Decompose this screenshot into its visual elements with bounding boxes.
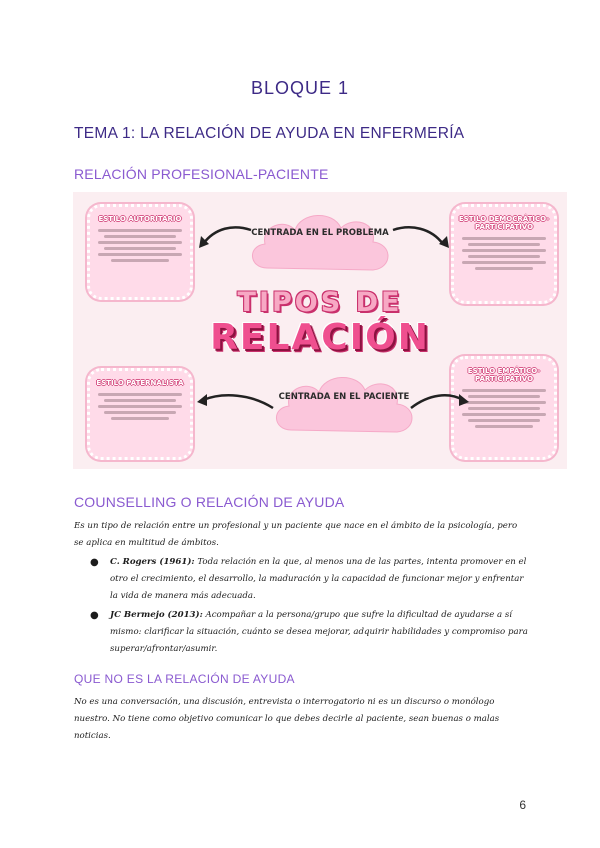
card-title: ESTILO DEMOCRÁTICO-PARTICIPATIVO [458,215,550,231]
section-heading-relacion: RELACIÓN PROFESIONAL-PACIENTE [74,166,329,182]
section-heading-que-no: QUE NO ES LA RELACIÓN DE AYUDA [74,672,295,686]
bullet-icon: ● [90,557,99,568]
card-estilo-paternalista [87,368,193,460]
bullet-icon: ● [90,610,99,621]
list-item [88,554,528,605]
cloud-centrada-paciente [269,368,419,448]
card-body-lines [98,393,182,420]
card-body-lines [462,237,546,270]
card-estilo-autoritario [87,204,193,300]
cloud-label: CENTRADA EN EL PROBLEMA [251,228,389,238]
card-title: ESTILO AUTORITARIO [98,215,182,223]
card-title: ESTILO PATERNALISTA [96,379,184,387]
bullet-text: Acompañar a la persona/grupo que sufre la dificultad de ayudarse a sí mismo: clarificar la situación, cuánto se desea mejorar, adquirir habilidades y compromiso para superar/afrontar/asumir. [110,610,528,654]
page-title: BLOQUE 1 [250,78,350,98]
list-item [88,607,528,658]
arrow-right-icon [409,388,471,414]
card-body-lines [98,229,182,262]
topic-heading: TEMA 1: LA RELACIÓN DE AYUDA EN ENFERMERÍA [74,125,465,142]
cloud-centrada-problema [245,206,395,286]
counselling-intro: Es un tipo de relación entre un profesional y un paciente que nace en el ámbito de la psicología, pero se aplica en multitud de ámbitos. [74,521,518,548]
counselling-bullet-list [88,554,528,660]
arrow-right-icon [391,222,451,252]
card-body-lines [462,389,546,428]
bullet-author: C. Rogers (1961): [110,557,195,567]
page-number: 6 [519,798,526,812]
infographic-tipos-relacion [73,192,567,469]
cloud-label: CENTRADA EN EL PACIENTE [278,392,410,402]
infographic-title-top: TIPOS DE [237,287,403,318]
cloud-shape-icon [245,206,395,286]
card-title: ESTILO EMPÁTICO-PARTICIPATIVO [467,367,541,383]
que-no-paragraph: No es una conversación, una discusión, entrevista o interrogatorio ni es un discurso o monólogo nuestro. No tiene como objetivo comunicar lo que debes decirle al paciente, sean buenas o malas noticias. [74,697,500,741]
arrow-left-icon [197,222,253,252]
infographic-title-bottom: RELACIÓN [210,317,430,358]
bullet-text: Toda relación en la que, al menos una de las partes, intenta promover en el otro el crecimiento, el desarrollo, la maduración y la capacidad de funcionar mejor y enfrentar la vida de manera más adecuada. [110,557,527,601]
arrow-left-icon [195,388,275,412]
cloud-shape-icon [269,368,419,448]
section-heading-counselling: COUNSELLING O RELACIÓN DE AYUDA [74,494,345,510]
bullet-author: JC Bermejo (2013): [110,610,203,620]
